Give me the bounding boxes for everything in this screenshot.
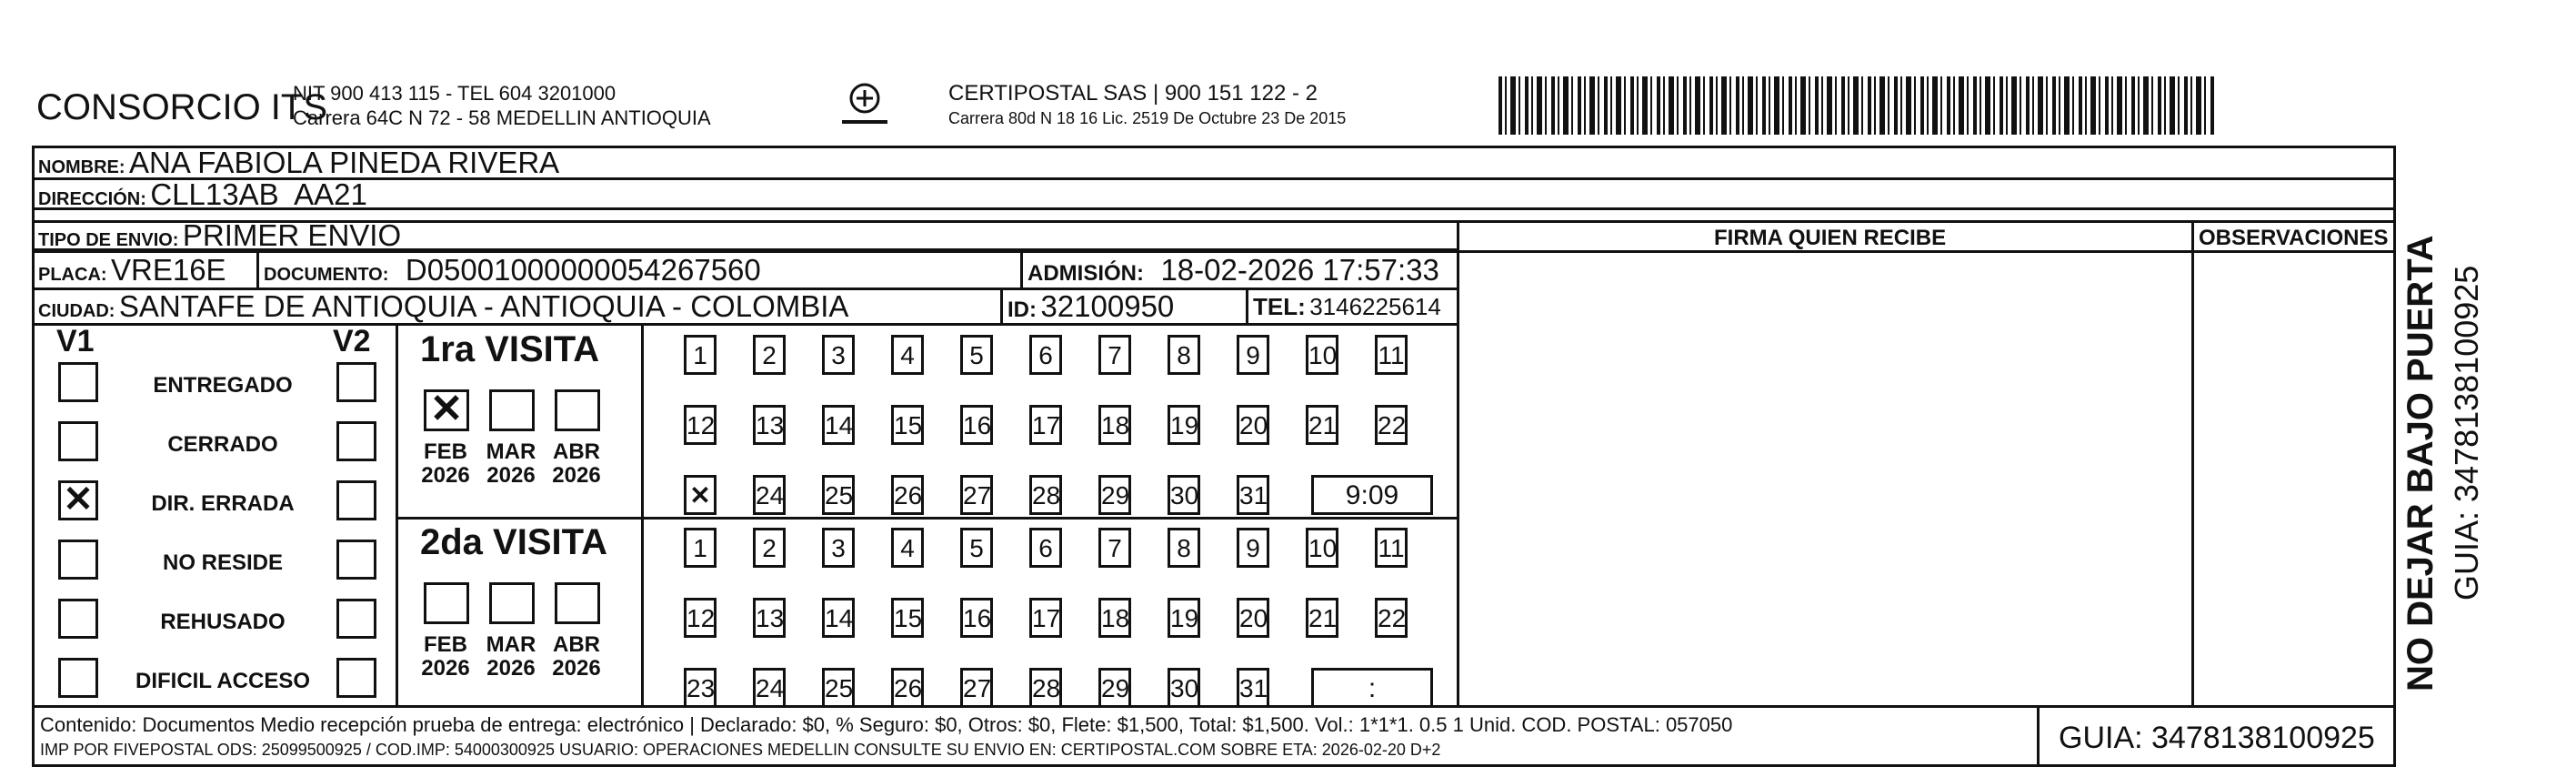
no-dejar-bajo-puerta: NO DEJAR BAJO PUERTA (2401, 235, 2441, 691)
visit1-day-24[interactable]: 24 (753, 475, 786, 515)
month-year: 2026 (486, 463, 536, 488)
carrier-address-line: Carrera 80d N 18 16 Lic. 2519 De Octubre 23 De 2015 (948, 109, 1347, 127)
company-nit-line: NIT 900 413 115 - TEL 604 3201000 (293, 82, 616, 105)
visit2-month-label-mar (484, 633, 538, 681)
visit2-day-15[interactable]: 15 (891, 598, 924, 638)
visit1-title: 1ra VISITA (420, 329, 600, 369)
visit2-day-22[interactable]: 22 (1375, 598, 1408, 638)
month-year: 2026 (552, 463, 601, 488)
placa-row (38, 253, 226, 288)
v1-checkbox-cerrado[interactable] (58, 421, 98, 461)
visit2-month-label-feb (418, 633, 473, 681)
visit1-month-label-mar (484, 440, 538, 488)
nombre-value: ANA FABIOLA PINEDA RIVERA (129, 146, 560, 179)
v2-checkbox-rehusado[interactable] (336, 599, 376, 639)
check-x-mark: ✕ (63, 479, 94, 520)
direccion-label: DIRECCIÓN: (38, 189, 146, 209)
visit2-day-30[interactable]: 30 (1168, 668, 1200, 708)
visit1-day-13[interactable]: 13 (753, 405, 786, 445)
visit2-day-1[interactable]: 1 (684, 528, 717, 568)
visit2-time-field[interactable]: : (1311, 668, 1433, 708)
month-name: MAR (486, 439, 536, 464)
month-name: MAR (486, 632, 536, 657)
visit1-day-7[interactable]: 7 (1098, 335, 1131, 375)
tel-label: TEL: (1253, 293, 1306, 320)
visit1-month-box-mar[interactable] (489, 389, 535, 431)
visit1-day-19[interactable]: 19 (1168, 405, 1200, 445)
visit2-day-7[interactable]: 7 (1098, 528, 1131, 568)
placa-label: PLACA: (38, 265, 107, 285)
visit2-day-31[interactable]: 31 (1237, 668, 1269, 708)
visit2-day-19[interactable]: 19 (1168, 598, 1200, 638)
visit2-month-box-abr[interactable] (555, 582, 600, 624)
visit1-day-11[interactable]: 11 (1375, 335, 1408, 375)
footer-guia: GUIA: 3478138100925 (2059, 721, 2375, 755)
v1-header: V1 (56, 324, 95, 358)
carrier-name-line: CERTIPOSTAL SAS | 900 151 122 - 2 (948, 81, 1318, 106)
month-name: FEB (424, 439, 467, 464)
documento-row (264, 253, 761, 288)
status-label-entregado: ENTREGADO (153, 373, 293, 398)
visit2-day-23[interactable]: 23 (684, 668, 717, 708)
visit1-day-26[interactable]: 26 (891, 475, 924, 515)
visit2-day-21[interactable]: 21 (1306, 598, 1338, 638)
visit2-day-16[interactable]: 16 (960, 598, 993, 638)
v2-checkbox-cerrado[interactable] (336, 421, 376, 461)
visit1-day-5[interactable]: 5 (960, 335, 993, 375)
visit1-day-29[interactable]: 29 (1098, 475, 1131, 515)
documento-value: D05001000000054267560 (405, 253, 761, 287)
visit1-day-6[interactable]: 6 (1029, 335, 1062, 375)
visit2-day-20[interactable]: 20 (1237, 598, 1269, 638)
v2-header: V2 (333, 324, 371, 358)
v1-checkbox-dificil-acceso[interactable] (58, 658, 98, 698)
tipo-envio-label: TIPO DE ENVIO: (38, 230, 179, 250)
v1-checkbox-entregado[interactable] (58, 362, 98, 402)
ciudad-row (38, 289, 848, 324)
barcode (1498, 76, 2217, 135)
admision-row (1027, 253, 1439, 288)
visit2-day-12[interactable]: 12 (684, 598, 717, 638)
visit1-day-25[interactable]: 25 (822, 475, 855, 515)
side-warning (2397, 173, 2451, 701)
visit1-day-9[interactable]: 9 (1237, 335, 1269, 375)
visit2-day-5[interactable]: 5 (960, 528, 993, 568)
v1-checkbox-rehusado[interactable] (58, 599, 98, 639)
id-label: ID: (1007, 298, 1037, 322)
status-label-rehusado: REHUSADO (160, 610, 286, 634)
visit1-day-27[interactable]: 27 (960, 475, 993, 515)
nombre-row (38, 146, 559, 180)
visit1-day-8[interactable]: 8 (1168, 335, 1200, 375)
month-year: 2026 (486, 656, 536, 681)
id-row (1007, 289, 1174, 324)
company-name: CONSORCIO ITS (36, 87, 328, 127)
visit2-day-17[interactable]: 17 (1029, 598, 1062, 638)
check-x-mark: ✕ (689, 481, 711, 510)
visit2-month-box-feb[interactable] (424, 582, 469, 624)
v2-checkbox-no-reside[interactable] (336, 540, 376, 580)
visit2-day-25[interactable]: 25 (822, 668, 855, 708)
visit1-month-box-feb[interactable] (424, 389, 469, 431)
status-label-cerrado: CERRADO (167, 432, 278, 457)
visit2-day-28[interactable]: 28 (1029, 668, 1062, 708)
visit1-day-3[interactable]: 3 (822, 335, 855, 375)
visit1-day-17[interactable]: 17 (1029, 405, 1062, 445)
status-label-dir-errada: DIR. ERRADA (151, 491, 295, 516)
visit1-day-20[interactable]: 20 (1237, 405, 1269, 445)
tel-value: 3146225614 (1309, 293, 1441, 320)
visit2-day-9[interactable]: 9 (1237, 528, 1269, 568)
visit1-time-field[interactable]: 9:09 (1311, 475, 1433, 515)
visit1-day-28[interactable]: 28 (1029, 475, 1062, 515)
month-year: 2026 (421, 463, 470, 488)
tipo-envio-value: PRIMER ENVIO (182, 218, 402, 252)
visit2-title: 2da VISITA (420, 522, 607, 562)
visit1-day-23[interactable] (684, 475, 717, 515)
visit1-day-4[interactable]: 4 (891, 335, 924, 375)
visit2-day-11[interactable]: 11 (1375, 528, 1408, 568)
company-address-line: Carrera 64C N 72 - 58 MEDELLIN ANTIOQUIA (293, 106, 711, 129)
visit1-month-box-abr[interactable] (555, 389, 600, 431)
direccion-value: CLL13AB AA21 (150, 177, 367, 211)
admision-label: ADMISIÓN: (1027, 261, 1144, 286)
month-name: ABR (553, 439, 600, 464)
visit2-day-26[interactable]: 26 (891, 668, 924, 708)
side-guia (2446, 173, 2486, 628)
visit1-month-label-abr (549, 440, 604, 488)
month-name: ABR (553, 632, 600, 657)
visit2-month-box-mar[interactable] (489, 582, 535, 624)
visit1-day-30[interactable]: 30 (1168, 475, 1200, 515)
visit1-day-18[interactable]: 18 (1098, 405, 1131, 445)
visit1-day-12[interactable]: 12 (684, 405, 717, 445)
visit1-day-2[interactable]: 2 (753, 335, 786, 375)
visit1-day-16[interactable]: 16 (960, 405, 993, 445)
nombre-label: NOMBRE: (38, 157, 125, 177)
certipostal-logo (835, 80, 895, 131)
visit2-day-13[interactable]: 13 (753, 598, 786, 638)
tipo-envio-row (38, 218, 401, 253)
visit2-day-10[interactable]: 10 (1306, 528, 1338, 568)
check-x-mark: ✕ (429, 387, 464, 431)
observaciones-label: OBSERVACIONES (2199, 226, 2389, 250)
visit2-day-29[interactable]: 29 (1098, 668, 1131, 708)
visit2-day-27[interactable]: 27 (960, 668, 993, 708)
tel-row (1253, 293, 1441, 321)
documento-label: DOCUMENTO: (264, 265, 389, 285)
month-year: 2026 (552, 656, 601, 681)
v1-checkbox-dir-errada[interactable] (58, 480, 98, 520)
month-name: FEB (424, 632, 467, 657)
visit2-day-4[interactable]: 4 (891, 528, 924, 568)
status-label-dificil-acceso: DIFICIL ACCESO (135, 669, 310, 693)
visit2-day-3[interactable]: 3 (822, 528, 855, 568)
placa-value: VRE16E (111, 253, 226, 287)
visit1-day-31[interactable]: 31 (1237, 475, 1269, 515)
side-guia-text: GUIA: 3478138100925 (2448, 265, 2485, 600)
visit1-day-1[interactable]: 1 (684, 335, 717, 375)
footer-content-line: Contenido: Documentos Medio recepción prueba de entrega: electrónico | Declarado: $0, % Seguro: $0, Otros: $0, Flete: $1,500, Total: $1,500. Vol.: 1*1*1. 0.5 1 Unid. COD. POSTAL: 057050 (40, 713, 1733, 736)
v2-checkbox-dir-errada[interactable] (336, 480, 376, 520)
direccion-row (38, 177, 367, 212)
id-value: 32100950 (1040, 289, 1175, 323)
visit2-month-label-abr (549, 633, 604, 681)
v2-checkbox-dificil-acceso[interactable] (336, 658, 376, 698)
visit1-day-21[interactable]: 21 (1306, 405, 1338, 445)
v1-checkbox-no-reside[interactable] (58, 540, 98, 580)
visit2-day-24[interactable]: 24 (753, 668, 786, 708)
v2-checkbox-entregado[interactable] (336, 362, 376, 402)
ciudad-label: CIUDAD: (38, 301, 115, 321)
visit1-day-14[interactable]: 14 (822, 405, 855, 445)
month-year: 2026 (421, 656, 470, 681)
visit2-day-8[interactable]: 8 (1168, 528, 1200, 568)
visit2-day-6[interactable]: 6 (1029, 528, 1062, 568)
visit1-day-22[interactable]: 22 (1375, 405, 1408, 445)
visit1-month-label-feb (418, 440, 473, 488)
visit1-day-10[interactable]: 10 (1306, 335, 1338, 375)
visit2-day-2[interactable]: 2 (753, 528, 786, 568)
admision-value: 18-02-2026 17:57:33 (1160, 253, 1439, 287)
footer-print-line: IMP POR FIVEPOSTAL ODS: 25099500925 / COD.IMP: 54000300925 USUARIO: OPERACIONES MEDELLIN CONSULTE SU ENVIO EN: CERTIPOSTAL.COM SOBRE ETA: 2026-02-20 D+2 (40, 741, 1441, 759)
visit2-day-18[interactable]: 18 (1098, 598, 1131, 638)
ciudad-value: SANTAFE DE ANTIOQUIA - ANTIOQUIA - COLOMBIA (118, 289, 849, 323)
status-label-no-reside: NO RESIDE (162, 550, 284, 575)
visit2-day-14[interactable]: 14 (822, 598, 855, 638)
firma-label: FIRMA QUIEN RECIBE (1714, 226, 1947, 250)
visit1-day-15[interactable]: 15 (891, 405, 924, 445)
